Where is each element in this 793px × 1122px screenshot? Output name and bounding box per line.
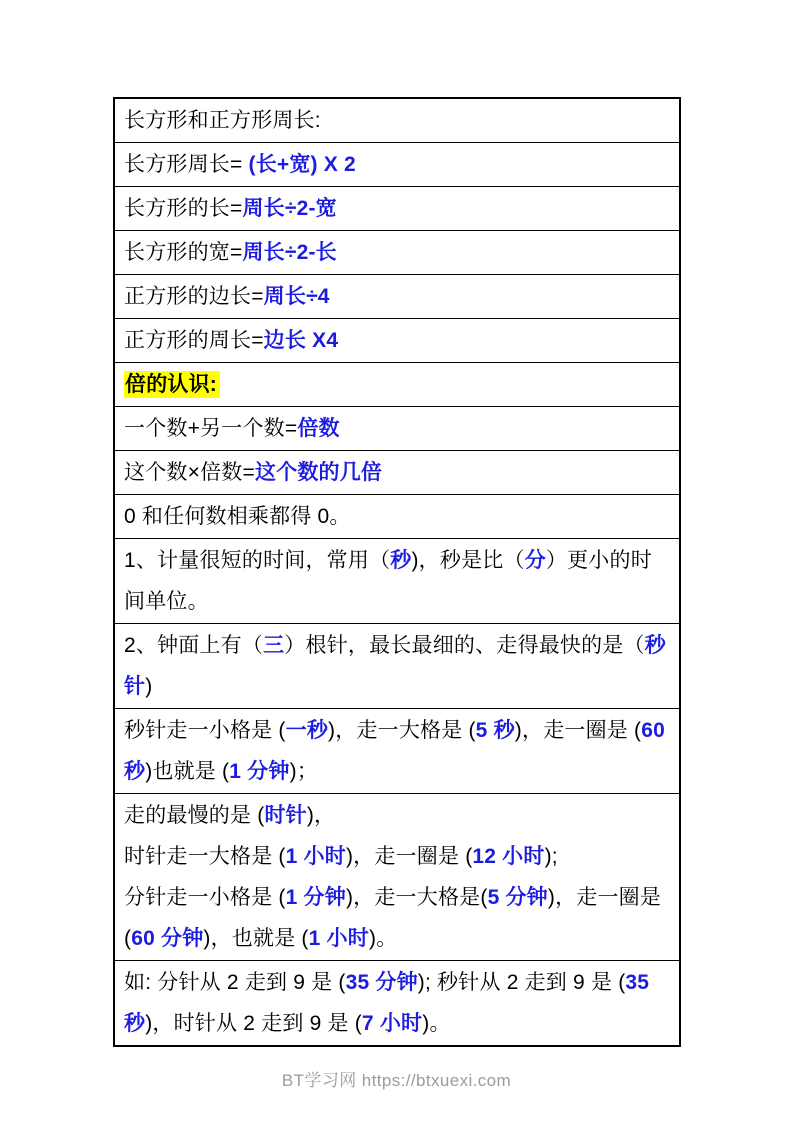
text-segment: )。 [422,1012,451,1035]
answer-text-blue: 分 [524,549,546,572]
answer-text-blue: 1 小时 [285,845,346,868]
text-segment: ); [544,845,558,868]
answer-text-blue: 1 小时 [308,927,369,950]
table-row-line [124,232,670,273]
text-segment: )，走一圈是 ( [124,886,662,950]
table-row [115,794,679,961]
answer-text-blue: 7 小时 [361,1012,423,1035]
answer-text-blue: 60 分钟 [131,927,204,950]
text-segment: )。 [368,927,398,950]
answer-text-blue: 周长÷2-宽 [242,197,337,220]
answer-text-blue: 35 分钟 [345,971,418,994]
table-row-line [124,625,670,707]
text-segment: 分针走一小格是 ( [124,886,286,909]
table-row-line [124,496,670,537]
table-row-line [124,188,670,229]
table-row-line [124,320,670,361]
table-row [115,709,679,794]
text-segment: )，时针从 2 走到 9 是 ( [145,1012,362,1035]
table-row-line [124,100,670,141]
table-row-line [124,710,670,792]
table-row [115,961,679,1045]
table-row [115,407,679,451]
text-segment: 长方形的宽= [124,241,243,264]
table-row [115,451,679,495]
watermark-text: BT学习网 https://btxuexi.com [281,1071,512,1090]
text-segment: 长方形周长= [124,153,249,176]
table-row-line [124,276,670,317]
table-row [115,187,679,231]
text-segment: ); 秒针从 2 走到 9 是 ( [417,971,626,994]
answer-text-blue: 秒 [390,549,412,572]
answer-text-blue: 三 [263,634,285,657]
table-row-line [124,540,670,622]
answer-text-blue: 周长÷4 [263,285,330,308]
table-row [115,319,679,363]
table-row [115,99,679,143]
math-notes-table [113,97,681,1047]
answer-text-blue: 5 秒 [475,719,515,742]
answer-text-blue: 1 分钟 [229,760,290,783]
text-segment: 时针走一大格是 ( [124,845,286,868]
table-row [115,495,679,539]
answer-text-blue: 60 秒 [124,719,665,783]
table-row-line [124,452,670,493]
answer-text-blue: 5 分钟 [487,886,548,909]
table-row-line [124,877,670,959]
answer-text-blue: 周长÷2-长 [242,241,337,264]
answer-text-blue: 边长 X4 [263,329,339,352]
table-row-line [124,962,670,1044]
text-segment: 一个数+另一个数= [124,417,298,440]
table-row [115,231,679,275]
text-segment: 长方形的长= [124,197,243,220]
table-row-line [124,408,670,449]
text-segment: )； [289,760,318,783]
text-segment: 如: 分针从 2 走到 9 是 ( [124,971,346,994]
table-row [115,624,679,709]
table-row-line [124,364,670,405]
table-row-line [124,795,670,836]
table-row [115,143,679,187]
text-segment: 走的最慢的是 ( [124,804,265,827]
text-segment: )，走一圈是 ( [514,719,642,742]
answer-text-blue: 1 分钟 [285,886,346,909]
text-segment: )，也就是 ( [203,927,309,950]
table-row [115,539,679,624]
answer-text-blue: 35 秒 [124,971,650,1035]
table-row [115,363,679,407]
answer-text-blue: (长+宽) X 2 [248,153,356,176]
table-row-line [124,144,670,185]
text-segment: ) [145,675,153,698]
text-segment: )，走一大格是 ( [328,719,476,742]
answer-text-blue: 一秒 [285,719,329,742]
answer-text-blue: 时针 [264,804,307,827]
text-segment: 长方形和正方形周长: [124,109,321,132]
answer-text-blue: 倍数 [297,417,340,440]
text-segment: 1、计量很短的时间，常用（ [124,549,391,572]
text-segment: 秒针走一小格是 ( [124,719,286,742]
table-row-line [124,836,670,877]
text-segment: ）根针，最长最细的、走得最快的是（ [284,634,645,657]
text-segment: 这个数×倍数= [124,461,255,484]
text-segment: 2、钟面上有（ [124,634,264,657]
answer-text-blue: 12 小时 [472,845,545,868]
text-segment: ）更小的时间单位。 [124,549,652,613]
text-segment: )，秒是比（ [411,549,525,572]
answer-text-blue: 这个数的几倍 [254,461,383,484]
section-heading-highlighted: 倍的认识: [124,371,220,398]
text-segment: )也就是 ( [145,760,230,783]
text-segment: )， [306,804,336,827]
table-row [115,275,679,319]
text-segment: )，走一圈是 ( [345,845,473,868]
text-segment: 0 和任何数相乘都得 0。 [124,505,351,528]
text-segment: 正方形的周长= [124,329,264,352]
text-segment: )，走一大格是( [345,886,488,909]
text-segment: 正方形的边长= [124,285,264,308]
answer-text-blue: 秒针 [124,634,666,698]
